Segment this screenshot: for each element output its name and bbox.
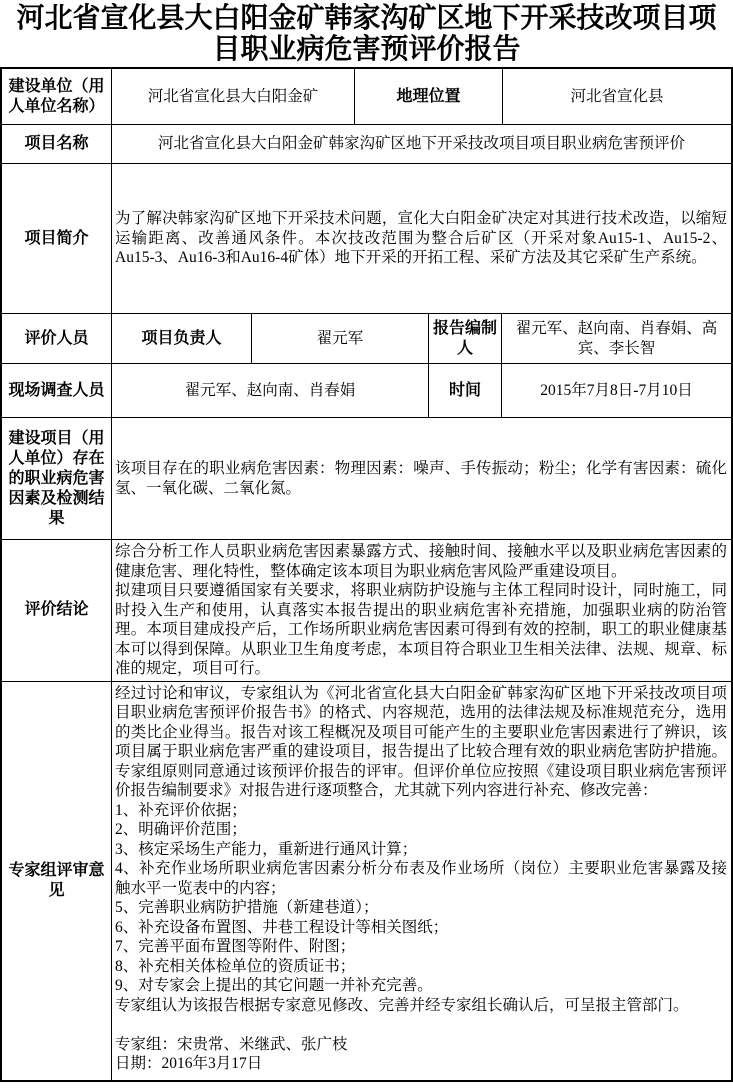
table-row-project-name	[2, 124, 731, 163]
report-compilers-label: 报告编制人	[428, 314, 501, 363]
project-brief-paragraph: 为了解决韩家沟矿区地下开采技术问题，宣化大白阳金矿决定对其进行技术改造，以缩短运输距离、改善通风条件。本次技改范围为整合后矿区（开采对象Au15-1、Au15-2、Au15-3、Au16-3和Au16-4矿体）地下开采的开拓工程、采矿方法及其它采矿生产系统。	[115, 210, 727, 267]
project-leader-label: 项目负责人	[111, 314, 251, 363]
project-leader-value: 翟元军	[251, 314, 428, 363]
expert-review-intro: 经过讨论和审议，专家组认为《河北省宣化县大白阳金矿韩家沟矿区地下开采技改项目项目职业病危害预评价报告书》的格式、内容规范，选用的法律法规及标准规范充分，选用的类比企业得当。报告对该工程概况及项目可能产生的主要职业危害因素进行了辨识，该项目属于职业病危害严重的建设项目，报告提出了比较合理有效的职业病危害防护措施。专家组原则同意通过该预评价报告的评审。但评价单位应按照《建设项目职业病危害预评价报告编制要求》对报告进行逐项整合，尤其就下列内容进行补充、修改完善：	[115, 684, 727, 799]
hazard-factors-paragraph: 该项目存在的职业病危害因素：物理因素：噪声、手传振动；粉尘；化学有害因素：硫化氢、一氧化碳、二氧化氮。	[115, 460, 727, 497]
table-row-project-brief	[2, 163, 731, 313]
conclusion-paragraph-1: 综合分析工作人员职业病危害因素暴露方式、接触时间、接触水平以及职业病危害因素的健康危害、理化特性，整体确定该本项目为职业病危害风险严重建设项目。	[115, 543, 727, 580]
project-brief-label: 项目简介	[24, 229, 89, 247]
geographic-location-label: 地理位置	[354, 69, 502, 124]
expert-review-closing: 专家组认为该报告根据专家意见修改、完善并经专家组长确认后，可呈报主管部门。	[115, 996, 689, 1014]
field-investigators-value: 翟元军、赵向南、肖春娟	[111, 364, 428, 417]
field-investigators-label: 现场调查人员	[8, 381, 105, 399]
geographic-location-value: 河北省宣化县	[502, 69, 731, 124]
review-item: 8、补充相关体检单位的资质证书；	[115, 957, 356, 975]
report-compilers-value: 翟元军、赵向南、肖春娟、高宾、李长智	[501, 314, 731, 363]
construction-unit-value: 河北省宣化县大白阳金矿	[111, 69, 354, 124]
review-item: 2、明确评价范围；	[115, 821, 247, 838]
review-item: 5、完善职业病防护措施（新建巷道）；	[115, 899, 379, 916]
hazard-factors-value	[111, 418, 731, 539]
page-title: 河北省宣化县大白阳金矿韩家沟矿区地下开采技改项目项目职业病危害预评价报告	[16, 3, 717, 65]
hazard-factors-label: 建设项目（用人单位）存在的职业病危害因素及检测结果	[8, 429, 105, 527]
review-item: 7、完善平面布置图等附件、附图；	[115, 938, 356, 955]
project-name-label: 项目名称	[24, 135, 89, 152]
construction-unit-label: 建设单位（用人单位名称）	[8, 77, 105, 115]
table-row-field-investigators	[2, 363, 731, 417]
project-brief-value	[111, 164, 731, 313]
evaluation-personnel-label: 评价人员	[24, 329, 89, 347]
review-item: 6、补充设备布置图、井巷工程设计等相关图纸；	[115, 918, 449, 936]
conclusion-paragraph-2: 拟建项目只要遵循国家有关要求，将职业病防护设施与主体工程同时设计，同时施工，同时投入生产和使用，认真落实本报告提出的职业病危害补充措施，加强职业病的防治管理。本项目建成投产后，工作场所职业病危害因素可得到有效的控制，职工的职业健康基本可以得到保障。从职业卫生角度考虑，本项目符合职业卫生相关法律、法规、规章、标准的规定，项目可行。	[115, 582, 727, 677]
table-row-hazard-factors	[2, 417, 731, 539]
time-value: 2015年7月8日-7月10日	[501, 364, 731, 417]
table-row-evaluation-conclusion	[2, 539, 731, 681]
evaluation-conclusion-value	[111, 540, 731, 681]
review-item: 4、补充作业场所职业病危害因素分析分布表及作业场所（岗位）主要职业危害暴露及接触水平一览表中的内容；	[115, 860, 727, 897]
review-item: 9、对专家会上提出的其它问题一并补充完善。	[115, 977, 433, 994]
evaluation-conclusion-label: 评价结论	[24, 601, 89, 619]
review-item: 1、补充评价依据；	[115, 801, 247, 819]
table-row-evaluation-personnel	[2, 313, 731, 363]
expert-review-value	[111, 682, 731, 1080]
expert-group-names: 专家组：宋贵常、米继武、张广枝	[115, 1035, 348, 1053]
table-row-expert-review	[2, 681, 731, 1080]
report-table	[0, 67, 733, 1082]
table-row-construction-unit	[2, 69, 731, 124]
expert-review-label: 专家组评审意见	[8, 861, 105, 899]
review-item: 3、核定采场生产能力，重新进行通风计算；	[115, 840, 418, 858]
time-label: 时间	[428, 364, 501, 417]
project-name-value: 河北省宣化县大白阳金矿韩家沟矿区地下开采技改项目项目职业病危害预评价	[111, 125, 731, 163]
review-date: 日期：2016年3月17日	[115, 1055, 263, 1072]
